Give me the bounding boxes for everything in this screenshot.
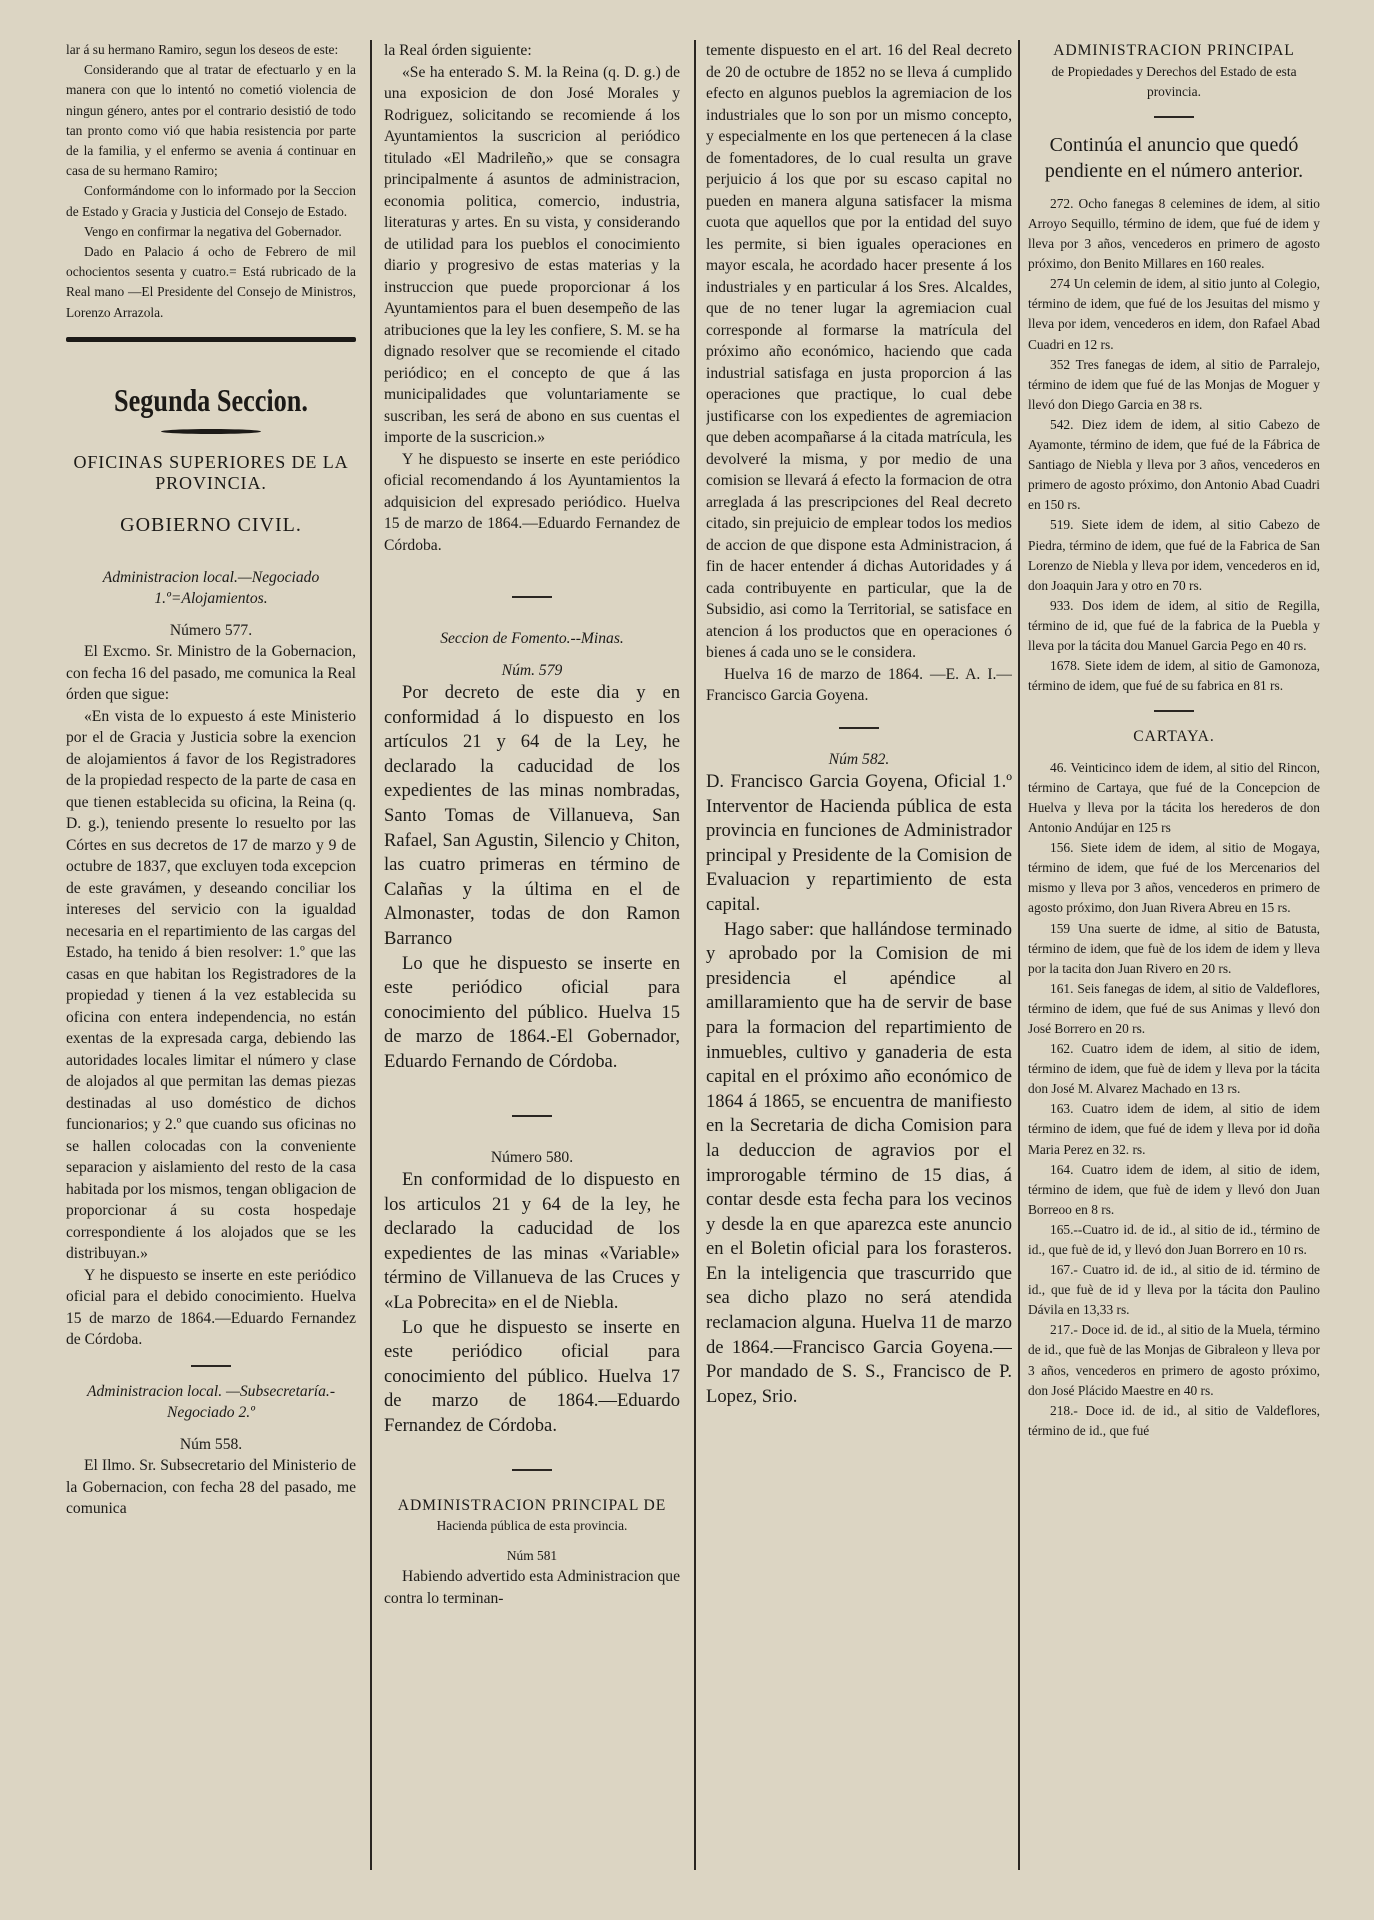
item-number: Núm 582. bbox=[828, 750, 890, 768]
paragraph: En conformidad de lo dispuesto en los articulos 21 y 64 de la ley, he declarado la caducidad de los expedientes de las minas «Variable» término de Villanueva de las Cruces y «La Pobrecita» en el de Niebla. bbox=[384, 1169, 680, 1313]
section-title: Segunda Seccion. bbox=[114, 381, 308, 418]
item-number: Núm. 579 bbox=[501, 661, 563, 679]
paragraph: El Ilmo. Sr. Subsecretario del Ministerio de la Gobernacion, con fecha 28 del pasado, me comunica bbox=[66, 1457, 356, 1518]
list-item: 167.- Cuatro id. de id., al sitio de id. término de id., que fuè de id y lleva por la tácita don Paulino Dávila en 13,33 rs. bbox=[1028, 1262, 1320, 1318]
paragraph: Vengo en confirmar la negativa del Gobernador. bbox=[84, 223, 342, 239]
item-number: Núm 558. bbox=[179, 1435, 243, 1453]
paragraph: lar á su hermano Ramiro, segun los deseos de este: bbox=[66, 42, 339, 57]
column-1 bbox=[66, 40, 356, 1900]
divider bbox=[512, 596, 552, 598]
list-item: 352 Tres fanegas de idem, al sitio de Parralejo, término de idem que fué de las Monjas de Moguer y llevó don Diego Garcia en 38 rs. bbox=[1028, 356, 1320, 412]
list-item: 274 Un celemin de idem, al sitio junto al Colegio, término de idem, que fué de los Jesuitas del mismo y lleva por idem, vencederos en idem, don Rafael Abad Cuadri en 12 rs. bbox=[1028, 276, 1320, 352]
list-item: 217.- Doce id. de id., al sitio de la Muela, término de id., que fuè de las Monjas de Gibraleon y lleva por 3 años, vencederos en primero de agosto próximo, don José Plácido Maestre en 40 rs. bbox=[1028, 1322, 1320, 1398]
list-item: 542. Diez idem de idem, al sitio Cabezo de Ayamonte, término de idem, que fué de la Fábrica de Santiago de Niebla y lleva por 3 años, vencederos en primero de agosto próximo, don Antonio Abad Cuadri en 150 rs. bbox=[1028, 416, 1320, 513]
list-item: 933. Dos idem de idem, al sitio de Regilla, término de id, que fué de la fabrica de la Puebla y lleva por la tácita dou Manuel Garcia Pego en 40 rs. bbox=[1028, 597, 1320, 653]
section-divider bbox=[66, 337, 356, 342]
item-number: Núm 581 bbox=[506, 1548, 558, 1564]
list-item: 164. Cuatro idem de idem, al sitio de idem, término de idem, que fuè de idem y llevó don Juan Borreoo en 8 rs. bbox=[1028, 1161, 1320, 1217]
divider bbox=[512, 1469, 552, 1471]
paragraph: Habiendo advertido esta Administracion que contra lo terminan- bbox=[384, 1568, 680, 1607]
paragraph: Y he dispuesto se inserte en este periódico oficial para el debido conocimiento. Huelva 15 de marzo de 1864.—Eduardo Fernandez de Córdoba. bbox=[66, 1266, 356, 1349]
divider bbox=[191, 1365, 231, 1367]
town-heading: CARTAYA. bbox=[1133, 728, 1215, 746]
paragraph: Huelva 16 de marzo de 1864. —E. A. I.—Francisco Garcia Goyena. bbox=[706, 665, 1012, 704]
subsection-heading: ADMINISTRACION PRINCIPAL DE bbox=[397, 1496, 667, 1514]
item-number: Número 577. bbox=[169, 621, 253, 639]
divider bbox=[512, 1115, 552, 1117]
paragraph: D. Francisco Garcia Goyena, Oficial 1.º Interventor de Hacienda pública de esta provincia en funciones de Administrador principal y Presidente de la Comision de Evaluacion y repartimiento de esta capital. bbox=[706, 771, 1012, 915]
column-4 bbox=[1028, 40, 1320, 1900]
subsection-heading: Seccion de Fomento.--Minas. bbox=[440, 630, 624, 647]
list-item: 156. Siete idem de idem, al sitio de Mogaya, término de idem, que fué de los Mercenarios del mismo y lleva por 3 años, vencederos en primero de agosto próximo, don Juan Rivera Abreu en 15 rs. bbox=[1028, 840, 1320, 916]
item-number: Número 580. bbox=[490, 1148, 574, 1166]
paragraph: Dado en Palacio á ocho de Febrero de mil ochocientos sesenta y cuatro.= Está rubricado de la Real mano —El Presidente del Consejo de Ministros, Lorenzo Arrazola. bbox=[66, 244, 356, 320]
entries-list bbox=[1028, 194, 1320, 696]
column-2 bbox=[384, 40, 680, 1900]
paragraph: Hago saber: que hallándose terminado y aprobado por la Comision de mi presidencia el apéndice al amillaramiento que ha de servir de base para la formacion del repartimiento de inmuebles, cultivo y ganaderia de esta capital en el próximo año económico de 1864 á 1865, se encuentra de manifiesto en la Secretaria de dicha Comision para la deduccion de agravios por el improrogable término de 15 dias, á contar desde esta fecha para los vecinos y desde la en que aparezca este anuncio en el Boletin oficial para los forasteros. En la inteligencia que trascurrido que sea dicho plazo no será atendida reclamacion alguna. Huelva 11 de marzo de 1864.—Francisco Garcia Goyena.—Por mandado de S. S., Francisco de P. Lopez, Srio. bbox=[706, 918, 1012, 1407]
paragraph: Y he dispuesto se inserte en este periódico oficial recomendando á los Ayuntamientos la adquisicion del expresado periódico. Huelva 15 de marzo de 1864.—Eduardo Fernandez de Córdoba. bbox=[384, 450, 680, 554]
paragraph: «Se ha enterado S. M. la Reina (q. D. g.) de una exposicion de don José Morales y Rodriguez, solicitando se recomiende á los Ayuntamientos la suscricion al periódico titulado «El Madrileño,» que se consagra principalmente á asuntos de administracion, economia politica, comercio, industria, literaturas y artes. En su vista, y considerando de utilidad para los pueblos el conocimiento diario y progresivo de estas materias y la instruccion que puede proporcionar á los Ayuntamientos para el buen desempeño de las atribuciones que la ley les confiere, S. M. se ha dignado resolver que se recomiende el citado periódico; en el concepto de que á las municipalidades que voluntariamente se suscriban, les será de abono en sus cuentas el importe de la suscricion.» bbox=[384, 63, 680, 446]
list-item: 161. Seis fanegas de idem, al sitio de Valdeflores, término de idem, que fué de sus Animas y llevó don José Borrero en 20 rs. bbox=[1028, 980, 1320, 1036]
paragraph: Por decreto de este dia y en conformidad á lo dispuesto en los artículos 21 y 64 de la Ley, he declarado la caducidad de los expedientes de las minas nombradas, Santo Tomas de Villanueva, San Rafael, San Agustin, Silencio y Chiton, las cuatro primeras en término de Calañas y la última en el de Almonaster, todas de don Ramon Barranco bbox=[384, 682, 680, 949]
column-3 bbox=[706, 40, 1012, 1900]
divider bbox=[1154, 710, 1194, 712]
paragraph: Considerando que al tratar de efectuarlo y en la manera con que lo intentó no cometió violencia de ningun género, antes por el contrario desistió de todo tan pronto como vió que habia resistencia por parte de la familia, y el enfermo se avenia á continuar en casa de su hermano Ramiro; bbox=[66, 62, 356, 179]
paragraph: El Excmo. Sr. Ministro de la Gobernacion, con fecha 16 del pasado, me comunica la Real órden que sigue: bbox=[66, 643, 356, 704]
list-item: 159 Una suerte de idme, al sitio de Batusta, término de idem, que fuè de los idem de idem y lleva por la tacita don Juan Rivero en 20 rs. bbox=[1028, 920, 1320, 976]
paragraph: Conformándome con lo informado por la Seccion de Estado y Gracia y Justicia del Consejo de Estado. bbox=[66, 183, 356, 219]
subsection-subheading: Hacienda pública de esta provincia. bbox=[436, 1518, 628, 1534]
divider bbox=[1154, 116, 1194, 118]
column-rule bbox=[370, 40, 372, 1870]
list-item: 163. Cuatro idem de idem, al sitio de idem término de idem, que fué de idem y lleva por id doña Maria Perez en 32. rs. bbox=[1028, 1101, 1320, 1157]
entries-list bbox=[1028, 758, 1320, 1441]
paragraph: la Real órden siguiente: bbox=[384, 42, 532, 59]
list-item: 272. Ocho fanegas 8 celemines de idem, al sitio Arroyo Sequillo, término de idem, que fué de idem y lleva por 3 años, vencederos en primero de agosto próximo, don Benito Millares en 160 reales. bbox=[1028, 195, 1320, 272]
paragraph: temente dispuesto en el art. 16 del Real decreto de 20 de octubre de 1852 no se lleva á cumplido efecto en algunos pueblos la agremiacion de los industriales que lo son por un mismo concepto, y especialmente en los que pertenecen á la clase de fomentadores, de lo cual resulta un grave perjuicio á los que por su escaso capital no pueden en manera alguna satisfacer la misma cuota que aquellos que por la entidad del suyo les permite, si bien iguales operaciones en mayor escala, he acordado hacer presente á los industriales y en particular á los Sres. Alcaldes, que de no tener lugar la agremiacion cual corresponde al formarse la matrícula del próximo año económico, haciendo que cada industrial satisfaga en justa proporcion á las operaciones que practique, lo cual debe justificarse con los expedientes de agremiacion que deben acompañarse á la citada matrícula, les devolveré la misma, y por medio de una comision se llevará á efecto la formacion de otra arreglada á las prescripciones del Real decreto citado, sin prejuicio de emplear todos los medios de accion de que dispone esta Administracion, á fin de hacer entender á dichas Autoridades y á cada contribuyente en particular, que la de Subsidio, asi como la Territorial, se satisface en atencion á los productos que en operaciones ó bienes á cada uno se le considera. bbox=[706, 42, 1012, 661]
list-item: 519. Siete idem de idem, al sitio Cabezo de Piedra, término de idem, que fué de la Fabrica de San Lorenzo de Niebla y lleva por idem, vencederos en id, don Joaquin Jara y otro en 70 rs. bbox=[1028, 517, 1320, 593]
ornament-divider bbox=[161, 429, 261, 434]
list-item: 46. Veinticinco idem de idem, al sitio del Rincon, término de Cartaya, que fué de la Concepcion de Huelva y lleva por la tácita los herederos de don Antonio Andújar en 125 rs bbox=[1028, 759, 1320, 836]
section-heading: GOBIERNO CIVIL. bbox=[120, 513, 302, 536]
section-heading: OFICINAS SUPERIORES DE LA PROVINCIA. bbox=[73, 451, 349, 493]
paragraph: «En vista de lo expuesto á este Ministerio por el de Gracia y Justicia sobre la exencion de alojamientos á favor de los Registradores de la propiedad respecto de la parte de casa en que tienen establecida su oficina, la Reina (q. D. g.), teniendo presente lo resuelto por las Córtes en sus decretos de 17 de marzo y 9 de octubre de 1837, que excluyen toda excepcion de este gravámen, y deseando conciliar los intereses del servicio con la igualdad necesaria en el repartimiento de las cargas del Estado, ha tenido á bien resolver: 1.º que las casas en que habitan los Registradores de la propiedad y tienen á la vez establecida su oficina con entera independencia, no están exentas de la expresada carga, debiendo las autoridades locales limitar el número y clase de alojados al que permitan las demas piezas destinadas al uso doméstico de dichos funcionarios; y 2.º que cuando sus oficinas no se hallen colocadas con la conveniente separacion y aislamiento del resto de la casa habitada por los mismos, tengan obligacion de proporcionar á su costa hospedaje correspondiente á los alojados que se les distribuyan.» bbox=[66, 707, 356, 1263]
column-rule bbox=[1018, 40, 1020, 1870]
subsection-heading: Administracion local.—Negociado 1.º=Alojamientos. bbox=[102, 568, 320, 608]
list-item: 162. Cuatro idem de idem, al sitio de idem, término de idem, que fuè de idem y lleva por la tácita don José M. Alvarez Machado en 13 rs. bbox=[1028, 1041, 1320, 1097]
section-subheading: de Propiedades y Derechos del Estado de esta provincia. bbox=[1051, 63, 1297, 99]
divider bbox=[839, 727, 879, 729]
list-item: 218.- Doce id. de id., al sitio de Valdeflores, término de id., que fué bbox=[1028, 1402, 1320, 1438]
paragraph: Lo que he dispuesto se inserte en este periódico oficial para conocimiento del público. Huelva 15 de marzo de 1864.-El Gobernador, Eduardo Fernando de Córdoba. bbox=[384, 952, 680, 1072]
list-item: 165.--Cuatro id. de id., al sitio de id., término de id., que fuè de id, y llevó don Juan Borrero en 10 rs. bbox=[1028, 1221, 1320, 1257]
paragraph: Lo que he dispuesto se inserte en este periódico oficial para conocimiento del público. Huelva 17 de marzo de 1864.—Eduardo Fernandez de Córdoba. bbox=[384, 1316, 680, 1436]
list-item: 1678. Siete idem de idem, al sitio de Gamonoza, término de idem, que fué de su fabrica en 81 rs. bbox=[1028, 658, 1320, 694]
section-heading: ADMINISTRACION PRINCIPAL bbox=[1053, 42, 1295, 59]
subsection-heading: Administracion local. —Subsecretaría.-Negociado 2.º bbox=[86, 1382, 336, 1422]
column-rule bbox=[694, 40, 696, 1870]
notice-heading: Continúa el anuncio que quedó pendiente en el número anterior. bbox=[1044, 133, 1304, 182]
